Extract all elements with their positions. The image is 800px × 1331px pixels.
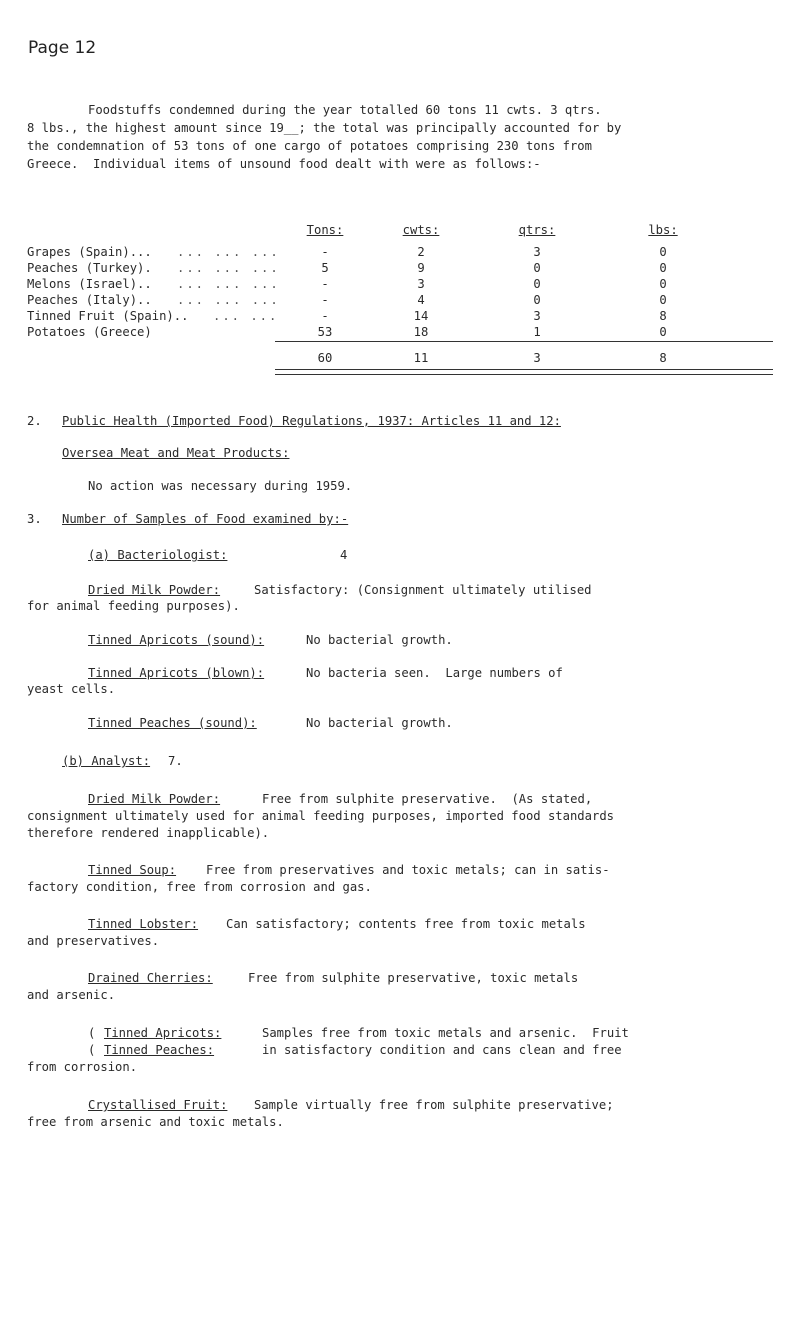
section-3-number: 3.	[27, 512, 42, 526]
row-leader-dots: ... ... ...	[177, 293, 280, 307]
row-lbs: 0	[659, 325, 667, 339]
analyst-item-text: Sample virtually free from sulphite preservative;	[254, 1098, 614, 1112]
bracket-open: (	[88, 1026, 96, 1040]
row-tons: -	[321, 293, 329, 307]
analyst-item-name: Dried Milk Powder:	[88, 792, 221, 806]
section-2-heading: Public Health (Imported Food) Regulations, 1937: Articles 11 and 12:	[62, 414, 561, 428]
analyst-item-name: Tinned Peaches:	[104, 1043, 215, 1057]
row-lbs: 0	[659, 245, 667, 259]
header-qtrs: qtrs:	[518, 223, 556, 237]
bacteriologist-count: 4	[340, 548, 348, 562]
total-double-rule	[275, 369, 773, 375]
analyst-item-text: in satisfactory condition and cans clean and free	[262, 1043, 622, 1057]
analyst-item-cont: factory condition, free from corrosion and gas.	[27, 880, 372, 894]
total-cwts: 11	[413, 351, 429, 365]
intro-line-2: 8 lbs., the highest amount since 19__; the total was principally accounted for by	[27, 121, 622, 135]
analyst-item-cont: therefore rendered inapplicable).	[27, 826, 270, 840]
row-qtrs: 3	[533, 245, 541, 259]
analyst-item-text: Free from preservatives and toxic metals; can in satis-	[206, 863, 610, 877]
analyst-item-text: Free from sulphite preservative, toxic metals	[248, 971, 579, 985]
row-item: Potatoes (Greece)	[27, 325, 152, 339]
row-lbs: 0	[659, 277, 667, 291]
analyst-item-text: Free from sulphite preservative. (As stated,	[262, 792, 593, 806]
table-row	[27, 261, 787, 277]
row-cwts: 18	[413, 325, 429, 339]
bact-item-name: Tinned Peaches (sound):	[88, 716, 257, 730]
bact-item-cont: for animal feeding purposes).	[27, 599, 240, 613]
row-cwts: 3	[417, 277, 425, 291]
row-leader-dots: ... ...	[213, 309, 279, 323]
row-leader-dots: ... ... ...	[177, 277, 280, 291]
bact-item-name: Tinned Apricots (sound):	[88, 633, 265, 647]
analyst-item-name: Tinned Lobster:	[88, 917, 199, 931]
analyst-item-name: Tinned Soup:	[88, 863, 177, 877]
analyst-item-cont: and arsenic.	[27, 988, 116, 1002]
row-lbs: 0	[659, 261, 667, 275]
header-cwts: cwts:	[402, 223, 440, 237]
row-item: Grapes (Spain)...	[27, 245, 152, 259]
row-leader-dots: ... ... ...	[177, 245, 280, 259]
analyst-item-cont: and preservatives.	[27, 934, 160, 948]
row-tons: -	[321, 245, 329, 259]
table-row	[27, 277, 787, 293]
table-header	[27, 223, 787, 239]
analyst-count: 7.	[168, 754, 183, 768]
bacteriologist-label: (a) Bacteriologist:	[88, 548, 228, 562]
table-row	[27, 309, 787, 325]
row-qtrs: 1	[533, 325, 541, 339]
analyst-item-name: Drained Cherries:	[88, 971, 213, 985]
page-number: Page 12	[28, 38, 97, 58]
header-tons: Tons:	[306, 223, 344, 237]
row-item: Peaches (Italy)..	[27, 293, 152, 307]
section-2-text: No action was necessary during 1959.	[88, 479, 353, 493]
table-row	[27, 245, 787, 261]
total-lbs: 8	[659, 351, 667, 365]
analyst-item-name: Crystallised Fruit:	[88, 1098, 228, 1112]
analyst-item-text: Can satisfactory; contents free from toxic metals	[226, 917, 586, 931]
analyst-label: (b) Analyst:	[62, 754, 151, 768]
total-tons: 60	[317, 351, 333, 365]
row-qtrs: 0	[533, 277, 541, 291]
total-row	[27, 351, 787, 367]
row-tons: -	[321, 277, 329, 291]
row-item: Peaches (Turkey).	[27, 261, 152, 275]
row-cwts: 9	[417, 261, 425, 275]
intro-line-4: Greece. Individual items of unsound food dealt with were as follows:-	[27, 157, 541, 171]
row-cwts: 2	[417, 245, 425, 259]
intro-line-3: the condemnation of 53 tons of one cargo of potatoes comprising 230 tons from	[27, 139, 592, 153]
section-2-number: 2.	[27, 414, 42, 428]
section-3-heading: Number of Samples of Food examined by:-	[62, 512, 349, 526]
analyst-item-text: Samples free from toxic metals and arsenic. Fruit	[262, 1026, 629, 1040]
row-leader-dots: ... ... ...	[177, 261, 280, 275]
row-lbs: 0	[659, 293, 667, 307]
row-lbs: 8	[659, 309, 667, 323]
row-qtrs: 0	[533, 261, 541, 275]
analyst-item-cont: consignment ultimately used for animal feeding purposes, imported food standards	[27, 809, 614, 823]
row-tons: -	[321, 309, 329, 323]
table-row	[27, 325, 787, 341]
row-cwts: 14	[413, 309, 429, 323]
bracket-open: (	[88, 1043, 96, 1057]
table-row	[27, 293, 787, 309]
analyst-item-cont: free from arsenic and toxic metals.	[27, 1115, 284, 1129]
subtotal-rule	[275, 341, 773, 342]
section-2-subheading: Oversea Meat and Meat Products:	[62, 446, 290, 460]
header-lbs: lbs:	[648, 223, 678, 237]
row-tons: 5	[321, 261, 329, 275]
row-tons: 53	[317, 325, 333, 339]
bact-item-text: Satisfactory: (Consignment ultimately utilised	[254, 583, 592, 597]
row-qtrs: 0	[533, 293, 541, 307]
row-item: Tinned Fruit (Spain)..	[27, 309, 189, 323]
bact-item-text: No bacterial growth.	[306, 633, 453, 647]
analyst-item-name: Tinned Apricots:	[104, 1026, 222, 1040]
total-qtrs: 3	[533, 351, 541, 365]
row-item: Melons (Israel)..	[27, 277, 152, 291]
bact-item-text: No bacterial growth.	[306, 716, 453, 730]
bact-item-cont: yeast cells.	[27, 682, 116, 696]
intro-line-1: Foodstuffs condemned during the year totalled 60 tons 11 cwts. 3 qtrs.	[88, 103, 602, 117]
bact-item-text: No bacteria seen. Large numbers of	[306, 666, 563, 680]
bact-item-name: Tinned Apricots (blown):	[88, 666, 265, 680]
row-cwts: 4	[417, 293, 425, 307]
bact-item-name: Dried Milk Powder:	[88, 583, 221, 597]
row-qtrs: 3	[533, 309, 541, 323]
analyst-item-cont: from corrosion.	[27, 1060, 138, 1074]
